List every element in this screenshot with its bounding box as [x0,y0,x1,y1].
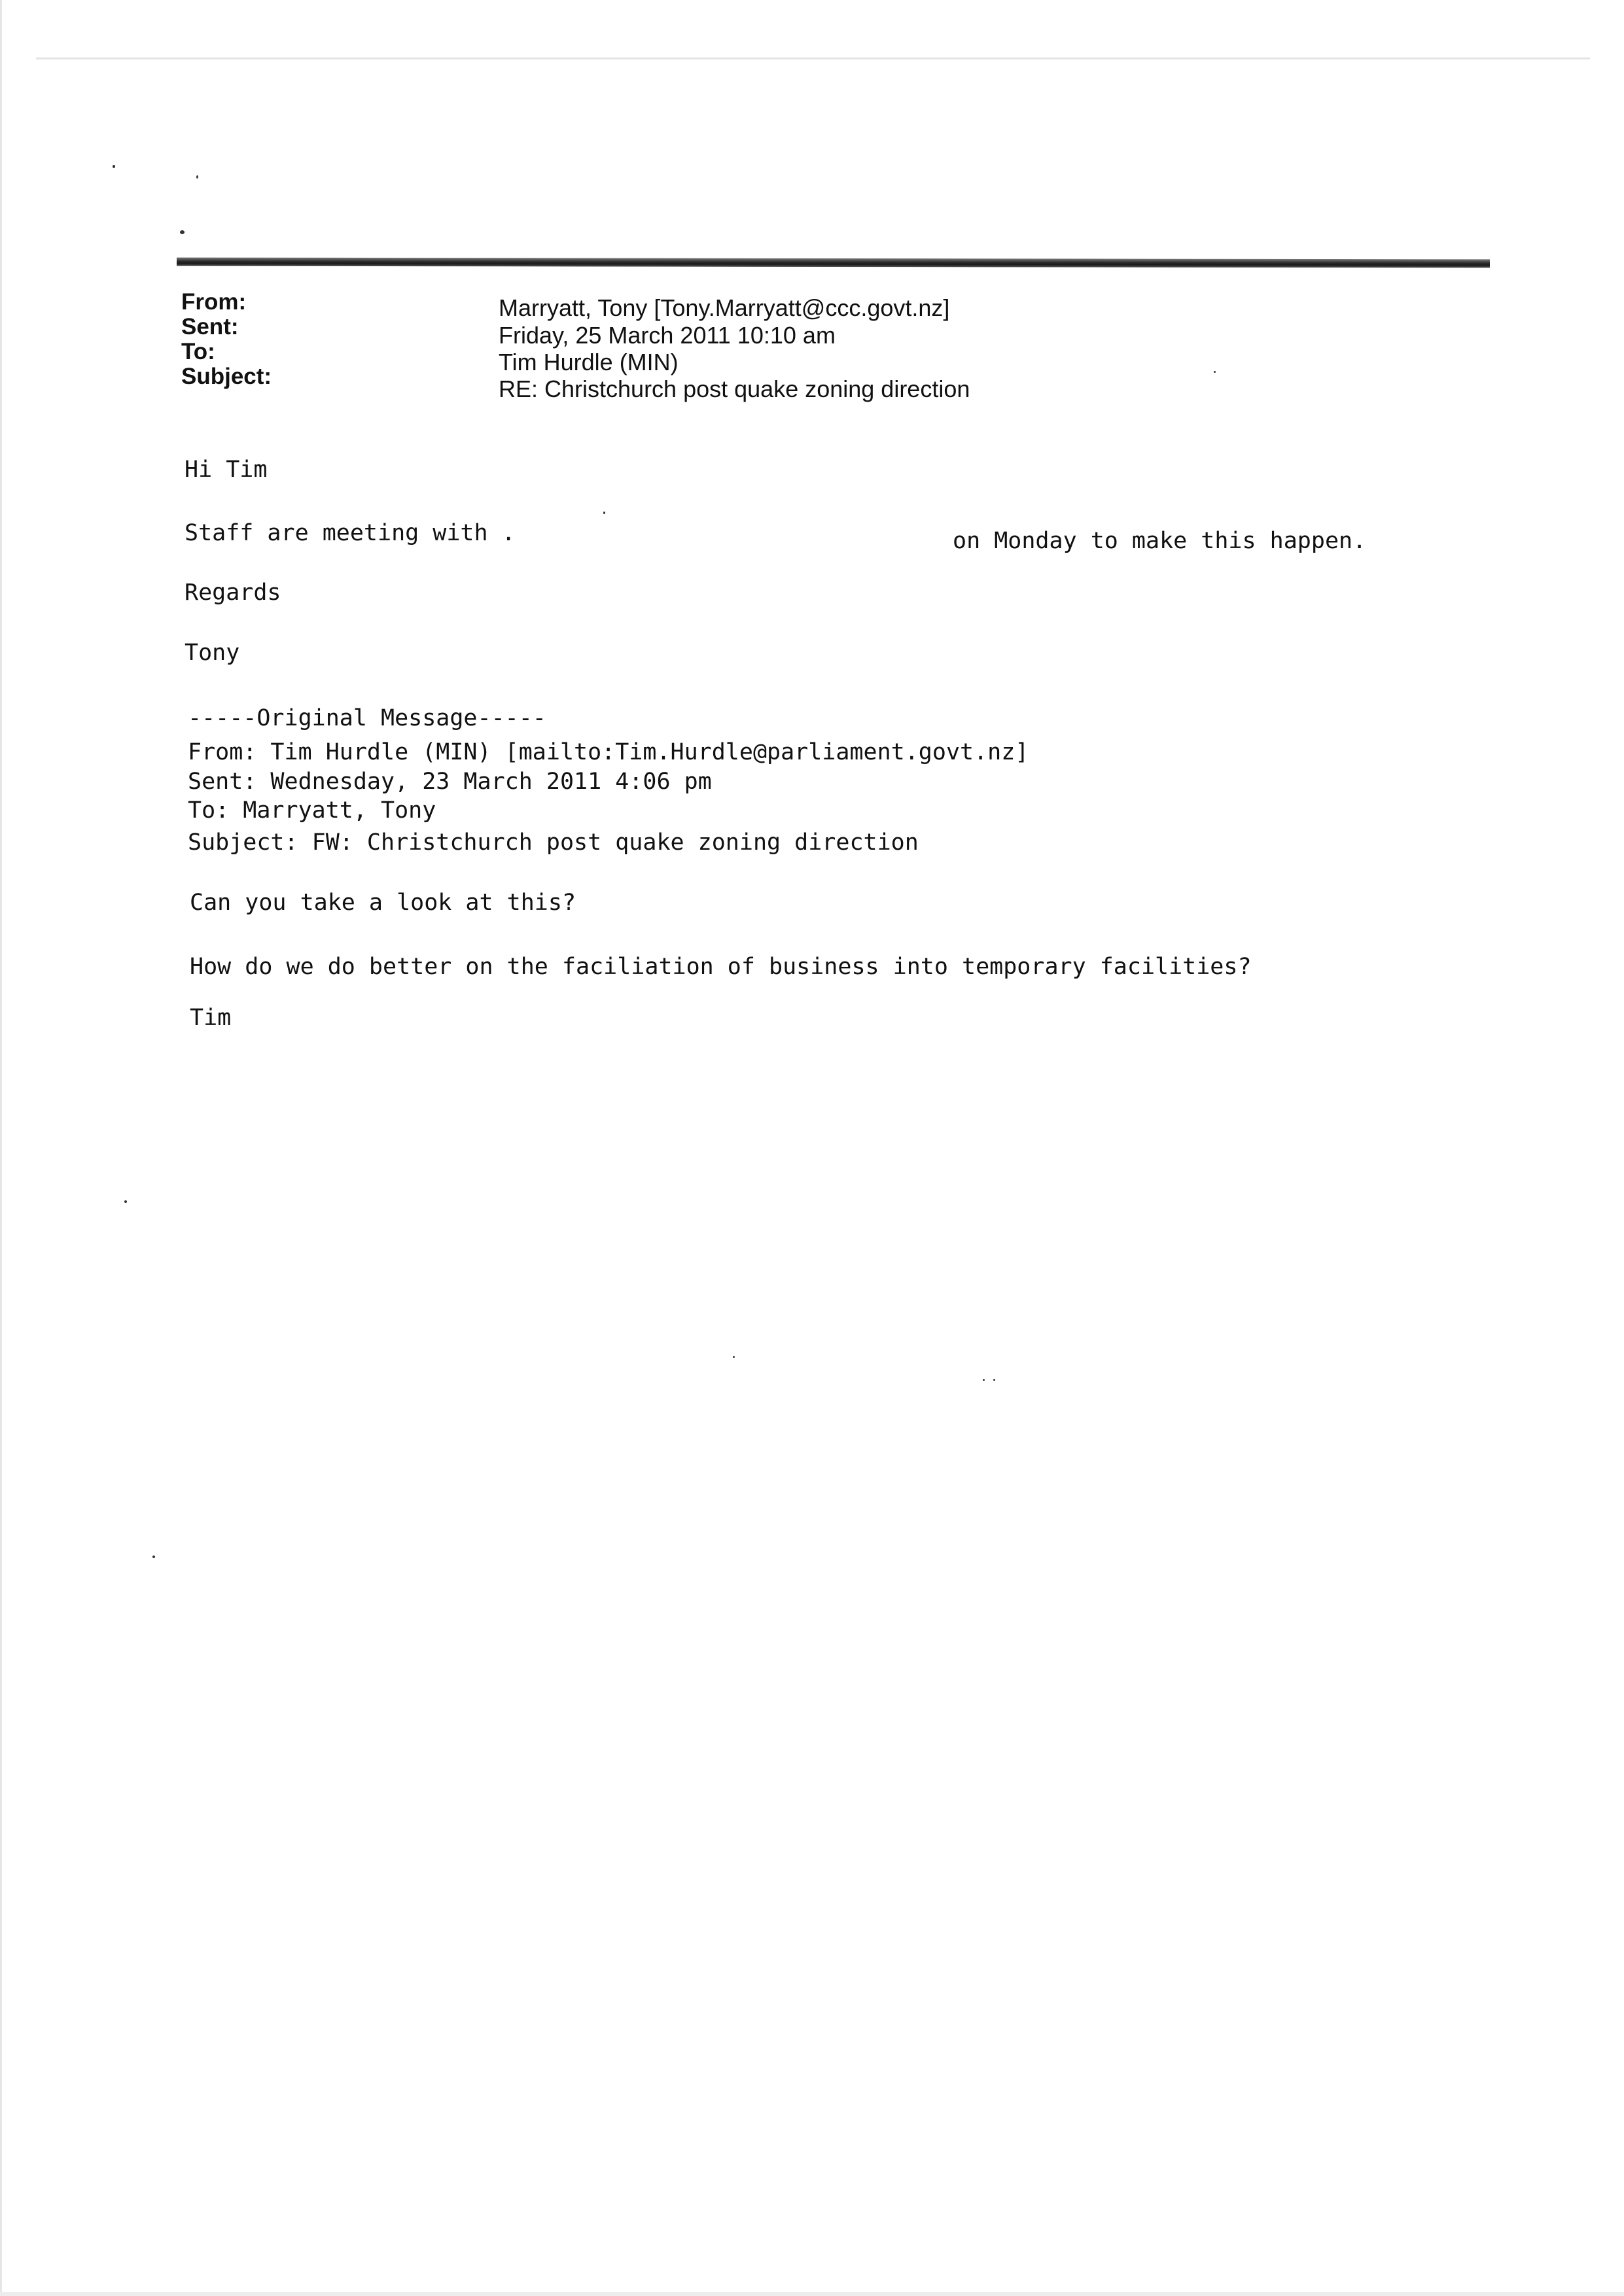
scan-speck [152,1556,155,1558]
reply-text-part1: Staff are meeting with . [185,520,516,546]
sent-value: Friday, 25 March 2011 10:10 am [499,322,836,349]
closing: Regards [185,580,281,606]
original-subject-line: Subject: FW: Christchurch post quake zoning direction [188,829,919,856]
to-value: Tim Hurdle (MIN) [499,349,679,375]
scan-speck [1214,371,1216,373]
signature: Tony [185,640,240,666]
header-divider-rule [177,258,1490,268]
scan-speck [180,230,185,234]
scan-speck [124,1200,127,1203]
reply-text-part2: on Monday to make this happen. [953,528,1367,554]
from-value: Marryatt, Tony [Tony.Marryatt@ccc.govt.nz] [499,294,950,321]
to-label: To: [181,339,215,364]
from-label: From: [181,289,247,315]
original-sent-line: Sent: Wednesday, 23 March 2011 4:06 pm [188,769,712,795]
subject-value: RE: Christchurch post quake zoning direction [499,375,970,402]
original-signature: Tim [190,1005,232,1031]
scan-speck [603,512,605,514]
sent-label: Sent: [181,314,239,339]
original-body-line2: How do we do better on the faciliation of business into temporary facilities? [190,954,1252,980]
original-body-line1: Can you take a look at this? [190,890,576,916]
scan-edge-left [0,0,2,2296]
scan-edge-bottom [0,2292,1624,2296]
scan-speck [113,165,115,168]
scan-speck [196,175,198,179]
original-from-line: From: Tim Hurdle (MIN) [mailto:Tim.Hurdle@parliament.govt.nz] [188,739,1029,765]
greeting: Hi Tim [185,457,268,483]
scan-top-line [36,58,1590,60]
scan-speck [993,1379,995,1381]
scan-speck [733,1356,735,1358]
scan-speck [983,1379,985,1381]
subject-label: Subject: [181,364,272,389]
original-separator: -----Original Message----- [188,705,546,731]
original-to-line: To: Marryatt, Tony [188,797,436,824]
